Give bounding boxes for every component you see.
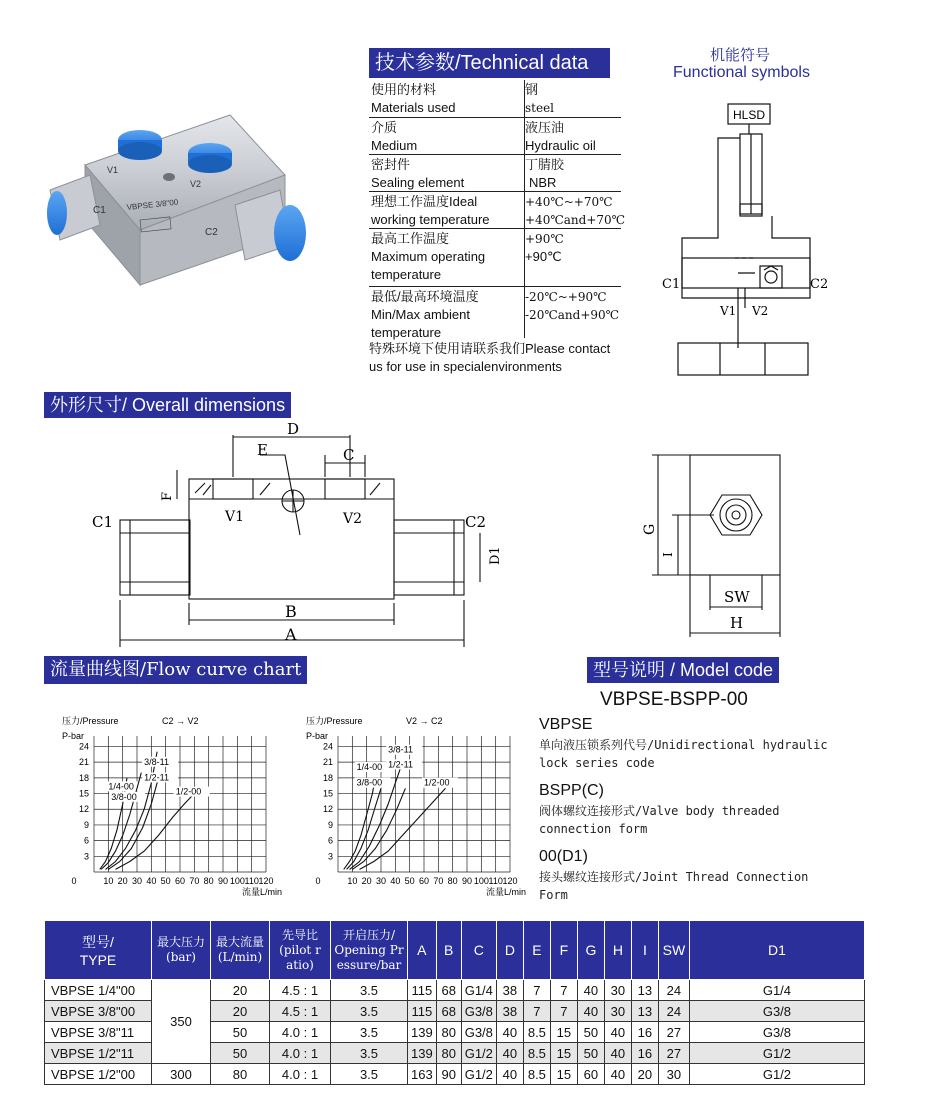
y-tick-label: 6 xyxy=(83,835,89,846)
table-cell: 38 xyxy=(496,980,523,1001)
table-cell: 24 xyxy=(658,1001,689,1022)
table-cell: 3.5 xyxy=(331,980,408,1001)
x-tick-label: 20 xyxy=(361,876,372,886)
table-cell: 20 xyxy=(211,980,270,1001)
model-entry-joint-thread: 00(D1) 接头螺纹连接形式/Joint Thread Connection Form xyxy=(539,848,809,902)
x-tick-label: 100 xyxy=(229,876,245,886)
th-type: 型号/ TYPE xyxy=(45,921,152,980)
x-tick-label: 70 xyxy=(189,876,200,886)
th-F: F xyxy=(550,921,577,980)
x-tick-label: 70 xyxy=(433,876,444,886)
table-cell: 27 xyxy=(658,1022,689,1043)
y-tick-label: 24 xyxy=(78,741,89,752)
table-cell: G1/2 xyxy=(689,1043,864,1064)
table-cell: 50 xyxy=(211,1043,270,1064)
table-cell: VBPSE 1/2"00 xyxy=(45,1064,152,1085)
series-label: 3/8-11 xyxy=(144,756,170,767)
tech-row-seal: 密封件 Sealing element 丁腈胶 NBR xyxy=(369,154,621,191)
series-label: 3/8-11 xyxy=(388,744,414,755)
fs-c1-label: C1 xyxy=(662,277,681,292)
table-cell: 15 xyxy=(550,1064,577,1085)
tech-row-ideal-temp: 理想工作温度Ideal working temperature +40℃~+70℃ +40℃and+70℃ xyxy=(369,191,621,228)
dim-F: F xyxy=(160,491,175,501)
table-cell: G1/2 xyxy=(461,1043,496,1064)
y-tick-label: 15 xyxy=(78,788,89,799)
chart-ylabel-cn: 压力/Pressure xyxy=(62,716,119,726)
y-tick-label: 24 xyxy=(322,741,333,752)
x-tick-label: 100 xyxy=(473,876,489,886)
y-tick-label: 15 xyxy=(322,788,333,799)
table-cell: 50 xyxy=(577,1022,604,1043)
series-label: 1/2-00 xyxy=(424,777,450,788)
table-cell: 40 xyxy=(496,1022,523,1043)
th-A: A xyxy=(408,921,437,980)
table-cell: 300 xyxy=(152,1064,211,1085)
dim-SW: SW xyxy=(724,588,750,606)
table-cell: 50 xyxy=(577,1043,604,1064)
chart-title: C2 → V2 xyxy=(162,716,199,726)
dim-D: D xyxy=(287,420,300,438)
y-tick-label: 6 xyxy=(327,835,333,846)
table-cell: 80 xyxy=(211,1064,270,1085)
x-tick-label: 50 xyxy=(404,876,415,886)
table-cell: 115 xyxy=(408,1001,437,1022)
th-G: G xyxy=(577,921,604,980)
dim-C: C xyxy=(343,446,355,464)
table-cell: 4.0 : 1 xyxy=(270,1043,331,1064)
table-cell: VBPSE 1/2"11 xyxy=(45,1043,152,1064)
dim-B: B xyxy=(285,602,297,621)
x-tick-label: 80 xyxy=(203,876,214,886)
series-label: 3/8-00 xyxy=(356,777,383,788)
table-cell: 13 xyxy=(631,1001,658,1022)
table-cell: VBPSE 1/4"00 xyxy=(45,980,152,1001)
dim-V2: V2 xyxy=(343,511,363,527)
product-photo xyxy=(45,95,330,320)
x-tick-label: 80 xyxy=(447,876,458,886)
chart-xlabel: 流量L/min xyxy=(241,887,282,897)
table-cell: 90 xyxy=(436,1064,461,1085)
x-tick-label: 60 xyxy=(174,876,186,886)
table-cell: G1/2 xyxy=(461,1064,496,1085)
table-cell: 16 xyxy=(631,1022,658,1043)
functional-title-cn: 机能符号 xyxy=(710,47,771,64)
tech-row-medium: 介质 Medium 液压油 Hydraulic oil xyxy=(369,117,621,154)
table-cell: 115 xyxy=(408,980,437,1001)
dim-I: I xyxy=(661,552,675,557)
fs-v2-label: V2 xyxy=(752,304,769,318)
table-cell: 139 xyxy=(408,1043,437,1064)
table-cell: 40 xyxy=(496,1064,523,1085)
table-cell: 68 xyxy=(436,1001,461,1022)
x-tick-label: 40 xyxy=(390,876,401,886)
x-tick-label: 10 xyxy=(347,876,358,886)
series-label: 1/2-00 xyxy=(175,786,202,797)
table-cell: 8.5 xyxy=(523,1064,550,1085)
y-tick-label: 21 xyxy=(322,757,333,768)
table-cell: 7 xyxy=(523,1001,550,1022)
series-label: 1/4-00 xyxy=(356,762,383,772)
overall-dimensions-drawing xyxy=(85,415,515,655)
x-tick-label: 90 xyxy=(461,876,473,886)
table-cell: 30 xyxy=(604,980,631,1001)
series-label: 1/2-11 xyxy=(144,772,170,783)
x-tick-label: 30 xyxy=(375,876,387,886)
tech-row-material: 使用的材料 Materials used 钢 steel xyxy=(371,82,555,115)
fs-v1-label: V1 xyxy=(720,304,737,318)
table-cell: G1/4 xyxy=(461,980,496,1001)
table-cell: 3.5 xyxy=(331,1064,408,1085)
table-cell: 8.5 xyxy=(523,1043,550,1064)
table-cell: 38 xyxy=(496,1001,523,1022)
table-row xyxy=(45,1064,865,1085)
th-B: B xyxy=(436,921,461,980)
th-C: C xyxy=(461,921,496,980)
table-cell: 163 xyxy=(408,1064,437,1085)
chart-ylabel: P-bar xyxy=(62,731,85,741)
flow-chart-c2-v2 xyxy=(44,712,289,900)
x-tick-label: 110 xyxy=(244,876,259,886)
x-tick-label: 120 xyxy=(258,876,274,886)
table-cell: 40 xyxy=(604,1064,631,1085)
series-line-1/2-00 xyxy=(116,794,195,870)
table-cell: 7 xyxy=(550,980,577,1001)
series-label: 1/4-00 xyxy=(108,781,134,792)
model-entry-body-thread: BSPP(C) 阀体螺纹连接形式/Valve body threaded connection form xyxy=(539,782,780,836)
th-max-pressure: 最大压力 (bar) xyxy=(152,921,211,980)
table-cell: 30 xyxy=(658,1064,689,1085)
x-tick-label: 20 xyxy=(117,876,128,886)
y-tick-label: 9 xyxy=(327,819,333,830)
th-pilot-ratio: 先导比 (pilot r atio) xyxy=(270,921,331,980)
th-E: E xyxy=(523,921,550,980)
table-cell: 40 xyxy=(496,1043,523,1064)
dim-A: A xyxy=(285,625,297,644)
table-cell: 80 xyxy=(436,1022,461,1043)
functional-symbol-diagram xyxy=(660,98,830,380)
x-tick-label: 120 xyxy=(502,876,518,886)
x-tick-label: 110 xyxy=(488,876,503,886)
x-tick-label: 30 xyxy=(131,876,143,886)
table-cell: 7 xyxy=(550,1001,577,1022)
table-cell: 8.5 xyxy=(523,1022,550,1043)
tech-row-ambient-temp: 最低/最高环境温度 Min/Max ambient temperature -20℃~+90℃ -20℃and+90℃ xyxy=(369,286,621,339)
table-cell: 4.5 : 1 xyxy=(270,1001,331,1022)
table-cell: 40 xyxy=(604,1043,631,1064)
dim-C2: C2 xyxy=(465,513,487,531)
series-label: 1/2-11 xyxy=(388,759,414,770)
dim-G: G xyxy=(642,523,658,535)
photo-engraving: VBPSE 3/8"00 xyxy=(126,197,179,212)
model-entry-series: VBPSE 单向液压锁系列代号/Unidirectional hydraulic lock series code xyxy=(539,716,828,770)
table-cell: 7 xyxy=(523,980,550,1001)
side-view-drawing xyxy=(630,445,800,640)
specification-table xyxy=(44,920,865,1085)
y-tick-label: 12 xyxy=(78,804,89,815)
dim-E: E xyxy=(257,441,268,459)
chart-xlabel: 流量L/min xyxy=(485,887,526,897)
functional-title-en: Functional symbols xyxy=(673,64,810,81)
th-max-flow: 最大流量 (L/min) xyxy=(211,921,270,980)
table-cell: 50 xyxy=(211,1022,270,1043)
table-cell: 3.5 xyxy=(331,1001,408,1022)
table-cell: 4.5 : 1 xyxy=(270,980,331,1001)
table-cell: 30 xyxy=(604,1001,631,1022)
table-cell: G3/8 xyxy=(461,1001,496,1022)
table-cell: 13 xyxy=(631,980,658,1001)
y-tick-label: 3 xyxy=(83,851,89,862)
y-tick-label: 12 xyxy=(322,804,333,815)
table-cell: G1/2 xyxy=(689,1064,864,1085)
table-row xyxy=(45,980,865,1001)
tech-note: 特殊环境下使用请联系我们Please contact us for use in specialenvironments xyxy=(369,341,611,374)
y-tick-label: 21 xyxy=(78,757,89,768)
table-cell: 3.5 xyxy=(331,1043,408,1064)
th-D: D xyxy=(496,921,523,980)
chart-ylabel-cn: 压力/Pressure xyxy=(306,716,363,726)
table-cell: 27 xyxy=(658,1043,689,1064)
pressure-350-cell: 350 xyxy=(152,980,211,1064)
y-tick-label: 9 xyxy=(83,819,89,830)
table-header-row xyxy=(45,921,865,980)
photo-v2-label: V2 xyxy=(190,179,202,189)
origin-label: 0 xyxy=(315,876,321,886)
photo-c1-label: C1 xyxy=(93,205,106,216)
table-cell: G3/8 xyxy=(461,1022,496,1043)
table-cell: 68 xyxy=(436,980,461,1001)
chart-title: V2 → C2 xyxy=(406,716,443,726)
dim-H: H xyxy=(730,614,744,632)
table-cell: 139 xyxy=(408,1022,437,1043)
flow-chart-v2-c2 xyxy=(288,712,533,900)
th-D1: D1 xyxy=(689,921,864,980)
x-tick-label: 10 xyxy=(103,876,114,886)
table-cell: 20 xyxy=(211,1001,270,1022)
th-opening-pressure: 开启压力/ Opening Pr essure/bar xyxy=(331,921,408,980)
th-H: H xyxy=(604,921,631,980)
series-line-1/2-00 xyxy=(360,788,446,869)
fs-c2-label: C2 xyxy=(810,277,829,292)
technical-data-title: 技术参数/Technical data xyxy=(369,48,610,78)
photo-c2-label: C2 xyxy=(205,227,218,238)
y-tick-label: 18 xyxy=(78,772,89,783)
y-tick-label: 18 xyxy=(322,772,333,783)
table-cell: VBPSE 3/8"00 xyxy=(45,1001,152,1022)
table-cell: 16 xyxy=(631,1043,658,1064)
table-cell: VBPSE 3/8"11 xyxy=(45,1022,152,1043)
dim-D1: D1 xyxy=(488,546,503,565)
table-cell: G1/4 xyxy=(689,980,864,1001)
y-tick-label: 3 xyxy=(327,851,333,862)
table-cell: G3/8 xyxy=(689,1022,864,1043)
table-cell: 4.0 : 1 xyxy=(270,1064,331,1085)
table-cell: 24 xyxy=(658,980,689,1001)
th-SW: SW xyxy=(658,921,689,980)
x-tick-label: 90 xyxy=(217,876,229,886)
overall-dimensions-title: 外形尺寸/ Overall dimensions xyxy=(44,392,291,418)
x-tick-label: 40 xyxy=(146,876,157,886)
x-tick-label: 50 xyxy=(160,876,171,886)
table-cell: 15 xyxy=(550,1043,577,1064)
table-cell: 60 xyxy=(577,1064,604,1085)
origin-label: 0 xyxy=(71,876,77,886)
th-I: I xyxy=(631,921,658,980)
model-code-value: VBPSE-BSPP-00 xyxy=(600,689,748,710)
hlsd-tag: HLSD xyxy=(733,108,766,122)
table-cell: 40 xyxy=(577,1001,604,1022)
table-cell: 4.0 : 1 xyxy=(270,1022,331,1043)
dim-V1: V1 xyxy=(225,509,245,525)
table-cell: 3.5 xyxy=(331,1022,408,1043)
chart-ylabel: P-bar xyxy=(306,731,329,741)
photo-v1-label: V1 xyxy=(107,165,119,175)
table-cell: 20 xyxy=(631,1064,658,1085)
model-code-title: 型号说明 / Model code xyxy=(587,657,779,683)
table-cell: 40 xyxy=(577,980,604,1001)
x-tick-label: 60 xyxy=(418,876,430,886)
tech-row-max-temp: 最高工作温度 Maximum operating temperature +90℃ +90℃ xyxy=(369,228,621,285)
flow-chart-title: 流量曲线图/Flow curve chart xyxy=(44,656,307,684)
table-cell: 15 xyxy=(550,1022,577,1043)
table-cell: G3/8 xyxy=(689,1001,864,1022)
table-cell: 40 xyxy=(604,1022,631,1043)
dim-C1: C1 xyxy=(92,513,114,531)
series-label: 3/8-00 xyxy=(111,791,137,802)
table-cell: 80 xyxy=(436,1043,461,1064)
